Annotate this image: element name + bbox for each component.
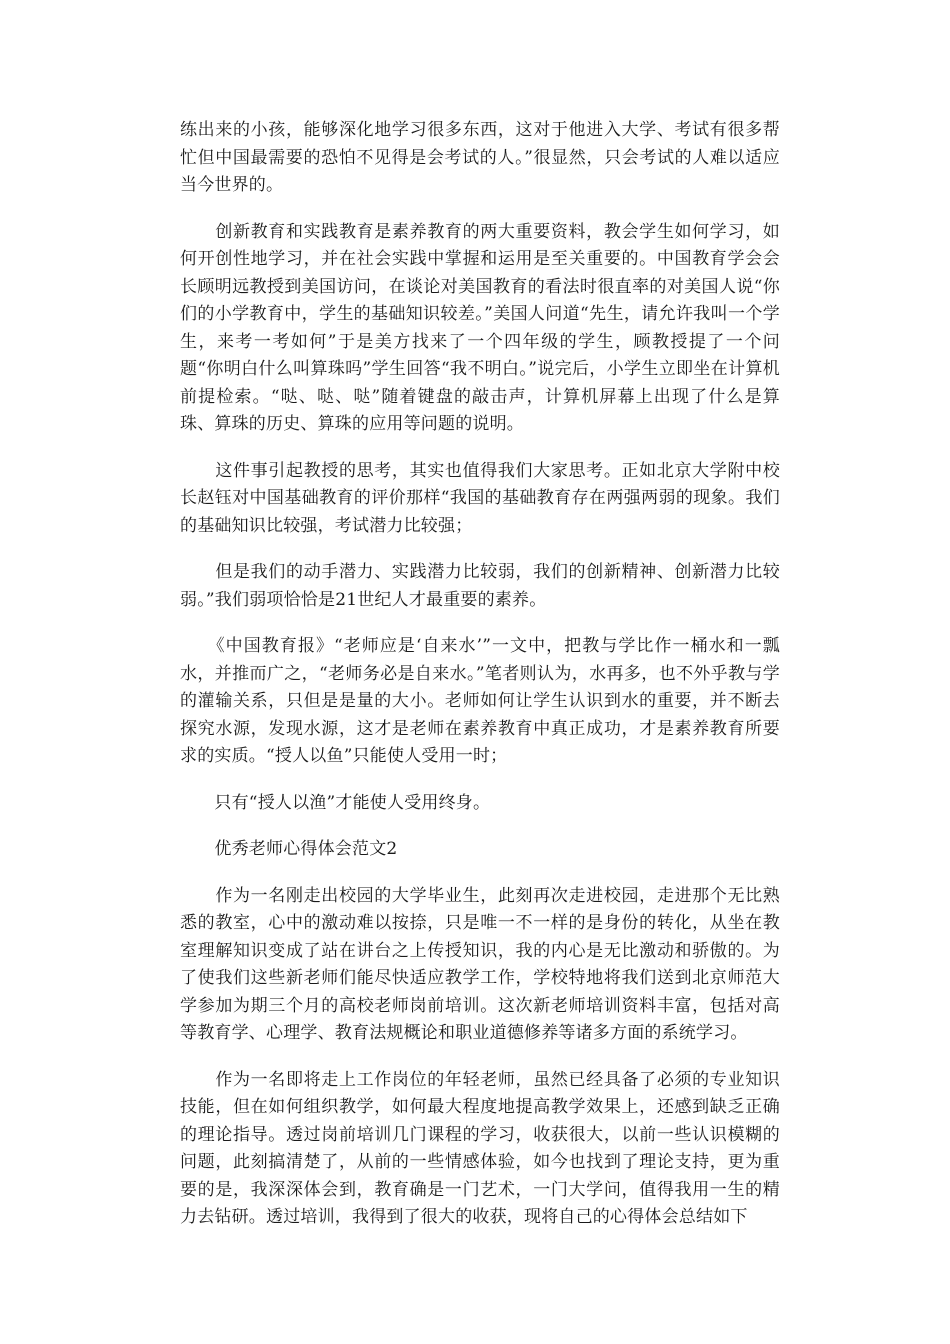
paragraph: 作为一名即将走上工作岗位的年轻老师，虽然已经具备了必须的专业知识技能，但在如何组织教学，如何最大程度地提高教学效果上，还感到缺乏正确的理论指导。透过岗前培训几门课程的学习，收获很大，以前一些认识模糊的问题，此刻搞清楚了，从前的一些情感体验，如今也找到了理论支持，更为重要的是，我深深体会到，教育确是一门艺术，一门大学问，值得我用一生的精力去钻研。透过培训，我得到了很大的收获，现将自己的心得体会总结如下	[180, 1069, 780, 1227]
paragraph: 这件事引起教授的思考，其实也值得我们大家思考。正如北京大学附中校长赵钰对中国基础教育的评价那样“我国的基础教育存在两强两弱的现象。我们的基础知识比较强，考试潜力比较强；	[180, 460, 780, 536]
paragraph: 《中国教育报》“老师应是‘自来水’”一文中，把教与学比作一桶水和一瓢水，并推而广之，“老师务必是自来水。”笔者则认为，水再多，也不外乎教与学的灌输关系，只但是是量的大小。老师如何让学生认识到水的重要，并不断去探究水源，发现水源，这才是老师在素养教育中真正成功，才是素养教育所要求的实质。“授人以鱼”只能使人受用一时；	[180, 636, 780, 766]
paragraph: 练出来的小孩，能够深化地学习很多东西，这对于他进入大学、考试有很多帮忙但中国最需要的恐怕不见得是会考试的人。”很显然，只会考试的人难以适应当今世界的。	[180, 120, 780, 195]
section-heading: 优秀老师心得体会范文2	[180, 839, 398, 859]
paragraph: 作为一名刚走出校园的大学毕业生，此刻再次走进校园，走进那个无比熟悉的教室，心中的激动难以按捺，只是唯一不一样的是身份的转化，从坐在教室理解知识变成了站在讲台之上传授知识，我的内心是无比激动和骄傲的。为了使我们这些新老师们能尽快适应教学工作，学校特地将我们送到北京师范大学参加为期三个月的高校老师岗前培训。这次新老师培训资料丰富，包括对高等教育学、心理学、教育法规概论和职业道德修养等诸多方面的系统学习。	[180, 885, 780, 1043]
paragraph: 但是我们的动手潜力、实践潜力比较弱，我们的创新精神、创新潜力比较弱。”我们弱项恰恰是21世纪人才最重要的素养。	[180, 562, 780, 610]
paragraph: 创新教育和实践教育是素养教育的两大重要资料，教会学生如何学习，如何开创性地学习，并在社会实践中掌握和运用是至关重要的。中国教育学会会长顾明远教授到美国访问，在谈论对美国教育的看法时很直率的对美国人说“你们的小学教育中，学生的基础知识较差。”美国人问道“先生，请允许我叫一个学生，来考一考如何”于是美方找来了一个四年级的学生，顾教授提了一个问题“你明白什么叫算珠吗”学生回答“我不明白。”说完后，小学生立即坐在计算机前提检索。“哒、哒、哒”随着键盘的敲击声，计算机屏幕上出现了什么是算珠、算珠的历史、算珠的应用等问题的说明。	[180, 221, 780, 434]
document-body	[180, 117, 780, 1251]
paragraph: 只有“授人以渔”才能使人受用终身。	[180, 792, 491, 813]
